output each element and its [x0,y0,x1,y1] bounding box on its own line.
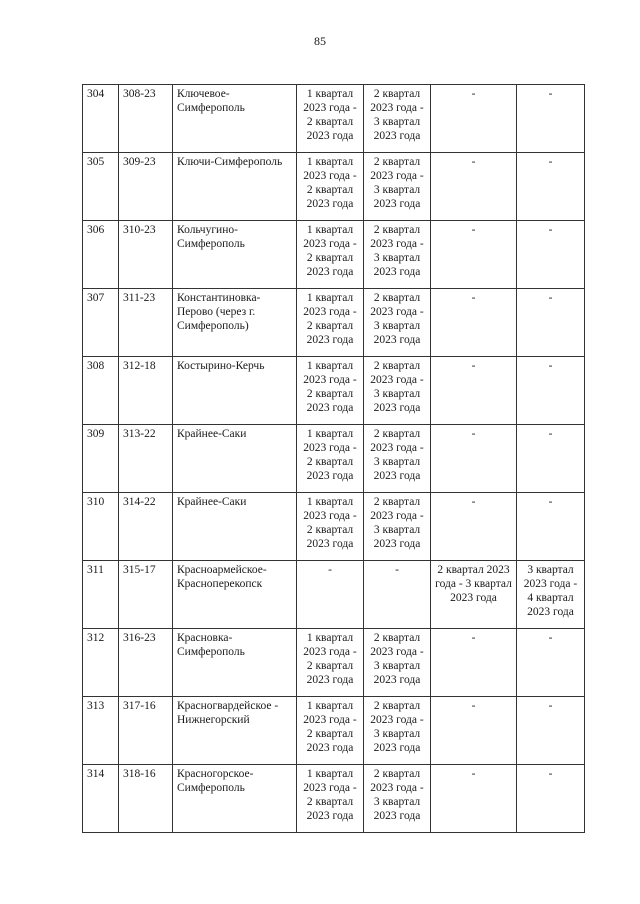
row-number: 311 [83,561,119,629]
period-col-3: 2 квартал 2023 года - 3 квартал 2023 года [431,561,517,629]
table-row [83,765,585,833]
period-col-1: 1 квартал 2023 года - 2 квартал 2023 года [297,289,364,357]
table-row [83,629,585,697]
period-col-4: - [517,289,585,357]
period-col-1: 1 квартал 2023 года - 2 квартал 2023 года [297,629,364,697]
period-col-2: 2 квартал 2023 года - 3 квартал 2023 года [364,289,431,357]
routes-table [82,84,585,833]
row-number: 310 [83,493,119,561]
row-number: 313 [83,697,119,765]
route-name: Красногвардейское - Нижнегорский [173,697,297,765]
route-code: 309-23 [119,153,173,221]
period-col-3: - [431,425,517,493]
route-code: 315-17 [119,561,173,629]
period-col-2: 2 квартал 2023 года - 3 квартал 2023 года [364,85,431,153]
period-col-3: - [431,289,517,357]
route-name: Красноармейское-Красноперекопск [173,561,297,629]
period-col-1: 1 квартал 2023 года - 2 квартал 2023 года [297,697,364,765]
period-col-4: - [517,493,585,561]
page-number: 85 [314,34,326,48]
period-col-4: 3 квартал 2023 года - 4 квартал 2023 года [517,561,585,629]
period-col-4: - [517,357,585,425]
period-col-1: - [297,561,364,629]
period-col-3: - [431,493,517,561]
period-col-2: 2 квартал 2023 года - 3 квартал 2023 года [364,153,431,221]
row-number: 306 [83,221,119,289]
period-col-3: - [431,85,517,153]
row-number: 312 [83,629,119,697]
table-row [83,153,585,221]
table-row [83,561,585,629]
period-col-1: 1 квартал 2023 года - 2 квартал 2023 года [297,493,364,561]
route-name: Костырино-Керчь [173,357,297,425]
route-name: Кольчугино-Симферополь [173,221,297,289]
period-col-3: - [431,221,517,289]
period-col-4: - [517,629,585,697]
period-col-1: 1 квартал 2023 года - 2 квартал 2023 года [297,765,364,833]
route-name: Ключи-Симферополь [173,153,297,221]
period-col-1: 1 квартал 2023 года - 2 квартал 2023 года [297,153,364,221]
period-col-2: 2 квартал 2023 года - 3 квартал 2023 года [364,357,431,425]
route-name: Крайнее-Саки [173,493,297,561]
row-number: 305 [83,153,119,221]
route-name: Красновка-Симферополь [173,629,297,697]
route-name: Ключевое-Симферополь [173,85,297,153]
period-col-4: - [517,221,585,289]
table-row [83,425,585,493]
period-col-3: - [431,765,517,833]
route-code: 318-16 [119,765,173,833]
route-code: 313-22 [119,425,173,493]
period-col-1: 1 квартал 2023 года - 2 квартал 2023 года [297,425,364,493]
route-code: 314-22 [119,493,173,561]
row-number: 308 [83,357,119,425]
period-col-4: - [517,153,585,221]
period-col-1: 1 квартал 2023 года - 2 квартал 2023 года [297,221,364,289]
period-col-4: - [517,85,585,153]
table-row [83,289,585,357]
route-name: Красногорское-Симферополь [173,765,297,833]
table-row [83,221,585,289]
period-col-3: - [431,697,517,765]
row-number: 309 [83,425,119,493]
row-number: 304 [83,85,119,153]
period-col-1: 1 квартал 2023 года - 2 квартал 2023 года [297,85,364,153]
period-col-3: - [431,357,517,425]
row-number: 314 [83,765,119,833]
period-col-1: 1 квартал 2023 года - 2 квартал 2023 года [297,357,364,425]
route-code: 317-16 [119,697,173,765]
period-col-3: - [431,629,517,697]
period-col-2: 2 квартал 2023 года - 3 квартал 2023 года [364,221,431,289]
route-name: Константиновка-Перово (через г. Симферополь) [173,289,297,357]
table-row [83,357,585,425]
row-number: 307 [83,289,119,357]
period-col-2: 2 квартал 2023 года - 3 квартал 2023 года [364,493,431,561]
route-name: Крайнее-Саки [173,425,297,493]
period-col-2: 2 квартал 2023 года - 3 квартал 2023 года [364,697,431,765]
period-col-4: - [517,425,585,493]
table-row [83,85,585,153]
route-code: 316-23 [119,629,173,697]
route-code: 311-23 [119,289,173,357]
period-col-4: - [517,765,585,833]
table-row [83,493,585,561]
period-col-4: - [517,697,585,765]
table-row [83,697,585,765]
period-col-2: 2 квартал 2023 года - 3 квартал 2023 года [364,425,431,493]
period-col-2: 2 квартал 2023 года - 3 квартал 2023 года [364,765,431,833]
route-code: 308-23 [119,85,173,153]
period-col-2: 2 квартал 2023 года - 3 квартал 2023 года [364,629,431,697]
route-code: 312-18 [119,357,173,425]
route-code: 310-23 [119,221,173,289]
period-col-2: - [364,561,431,629]
period-col-3: - [431,153,517,221]
